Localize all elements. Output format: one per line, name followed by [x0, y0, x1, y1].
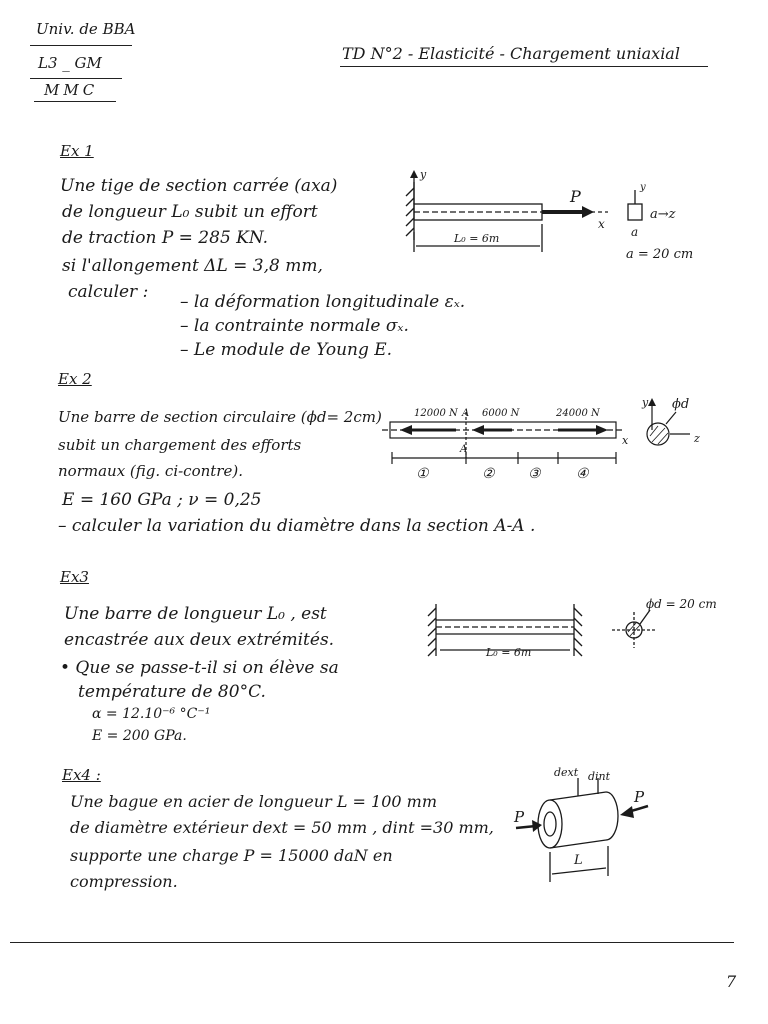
arrowhead-icon	[410, 170, 418, 178]
header-rule	[30, 45, 132, 46]
ex3-line: • Que se passe-t-il si on élève sa	[60, 658, 339, 678]
ex1-fig-length: L₀ = 6m	[454, 232, 500, 245]
ex2-line: E = 160 GPa ; ν = 0,25	[62, 490, 262, 510]
ex2-fig-phi: ϕd	[672, 397, 690, 412]
ex3-line: E = 200 GPa.	[92, 728, 187, 744]
ex2-fig-a-top: A	[462, 408, 470, 419]
ex4-ring-diagram	[508, 758, 684, 888]
ex2-fig-y: y	[642, 396, 649, 409]
ex2-line: Une barre de section circulaire (ϕd= 2cm)	[58, 408, 382, 426]
footer-rule	[10, 942, 734, 943]
force-arrow-icon	[596, 425, 608, 435]
ex3-bar-diagram	[420, 590, 720, 670]
ex4-fig-dint: dint	[588, 770, 611, 783]
segment-label: ①	[416, 466, 429, 482]
ex3-label: Ex3	[60, 568, 89, 586]
ex2-fig-f2: 6000 N	[482, 408, 520, 419]
ex2-fig-x: x	[622, 434, 629, 447]
ex1-bar-diagram	[396, 166, 716, 276]
header-rule	[34, 101, 116, 102]
ex4-line: de diamètre extérieur dext = 50 mm , dint =30 mm,	[70, 818, 494, 837]
page-number: 7	[726, 972, 737, 991]
force-arrow-icon	[400, 425, 412, 435]
force-arrow-icon	[472, 425, 484, 435]
ex1-label: Ex 1	[60, 142, 94, 160]
ex2-line: – calculer la variation du diamètre dans la section A-A .	[58, 516, 536, 536]
ex2-bar-diagram	[378, 396, 714, 488]
ex4-line: supporte une charge P = 15000 daN en	[70, 846, 393, 865]
segment-label: ②	[482, 466, 495, 482]
ex4-fig-p-left: P	[514, 808, 525, 826]
force-arrow-icon	[620, 806, 634, 818]
segment-label: ③	[528, 466, 541, 482]
ex2-line: normaux (fig. ci-contre).	[58, 462, 243, 480]
segment-label: ④	[576, 466, 589, 482]
course-label: MMC	[44, 81, 99, 99]
ex3-line: α = 12.10⁻⁶ °C⁻¹	[92, 706, 211, 722]
ex3-line: température de 80°C.	[78, 682, 266, 702]
ex1-line: de longueur L₀ subit un effort	[62, 202, 318, 222]
ex1-line: de traction P = 285 KN.	[62, 228, 269, 248]
ex1-line: si l'allongement ΔL = 3,8 mm,	[62, 256, 323, 276]
ex2-line: subit un chargement des efforts	[58, 436, 302, 454]
ex3-line: Une barre de longueur L₀ , est	[64, 604, 327, 624]
ex2-fig-f3: 24000 N	[556, 408, 600, 419]
ex1-fig-p: P	[570, 187, 581, 206]
ex3-fig-length: L₀ = 6m	[486, 646, 532, 659]
force-arrow-icon	[532, 820, 542, 832]
ex4-fig-p-right: P	[634, 788, 645, 806]
force-arrow-icon	[582, 206, 594, 218]
ex1-fig-sec-z: a→z	[650, 207, 676, 222]
ex3-line: encastrée aux deux extrémités.	[64, 630, 335, 650]
arrowhead-icon	[648, 398, 656, 406]
ex4-line: Une bague en acier de longueur L = 100 mm	[70, 792, 437, 811]
ex1-line: calculer :	[68, 282, 149, 302]
ex1-fig-y: y	[420, 168, 427, 181]
ex4-fig-dext: dext	[554, 766, 579, 779]
header-rule	[30, 78, 122, 79]
level-label: L3 _ GM	[38, 54, 102, 72]
ex1-question: – la contrainte normale σₓ.	[180, 316, 409, 336]
ex3-fig-phi: ϕd = 20 cm	[646, 597, 717, 611]
ex4-label: Ex4 :	[62, 766, 101, 784]
university-label: Univ. de BBA	[36, 20, 136, 38]
ex2-fig-f1: 12000 N	[414, 408, 458, 419]
ex1-question: – Le module de Young E.	[180, 340, 393, 360]
ex2-fig-a-bot: A	[460, 444, 468, 455]
ex1-fig-sec-y: y	[640, 182, 646, 193]
ex2-fig-z: z	[694, 432, 700, 445]
ex4-fig-l: L	[574, 853, 583, 868]
ex2-label: Ex 2	[58, 370, 92, 388]
title-underline	[340, 66, 708, 67]
ex1-fig-sec-a: a	[631, 225, 639, 239]
ex1-line: Une tige de section carrée (axa)	[60, 176, 338, 196]
ex1-fig-sec-dim: a = 20 cm	[626, 247, 694, 262]
ex1-question: – la déformation longitudinale εₓ.	[180, 292, 466, 312]
ex4-line: compression.	[70, 872, 178, 891]
ex1-fig-x: x	[598, 217, 605, 231]
page-title: TD N°2 - Elasticité - Chargement uniaxial	[342, 44, 680, 63]
